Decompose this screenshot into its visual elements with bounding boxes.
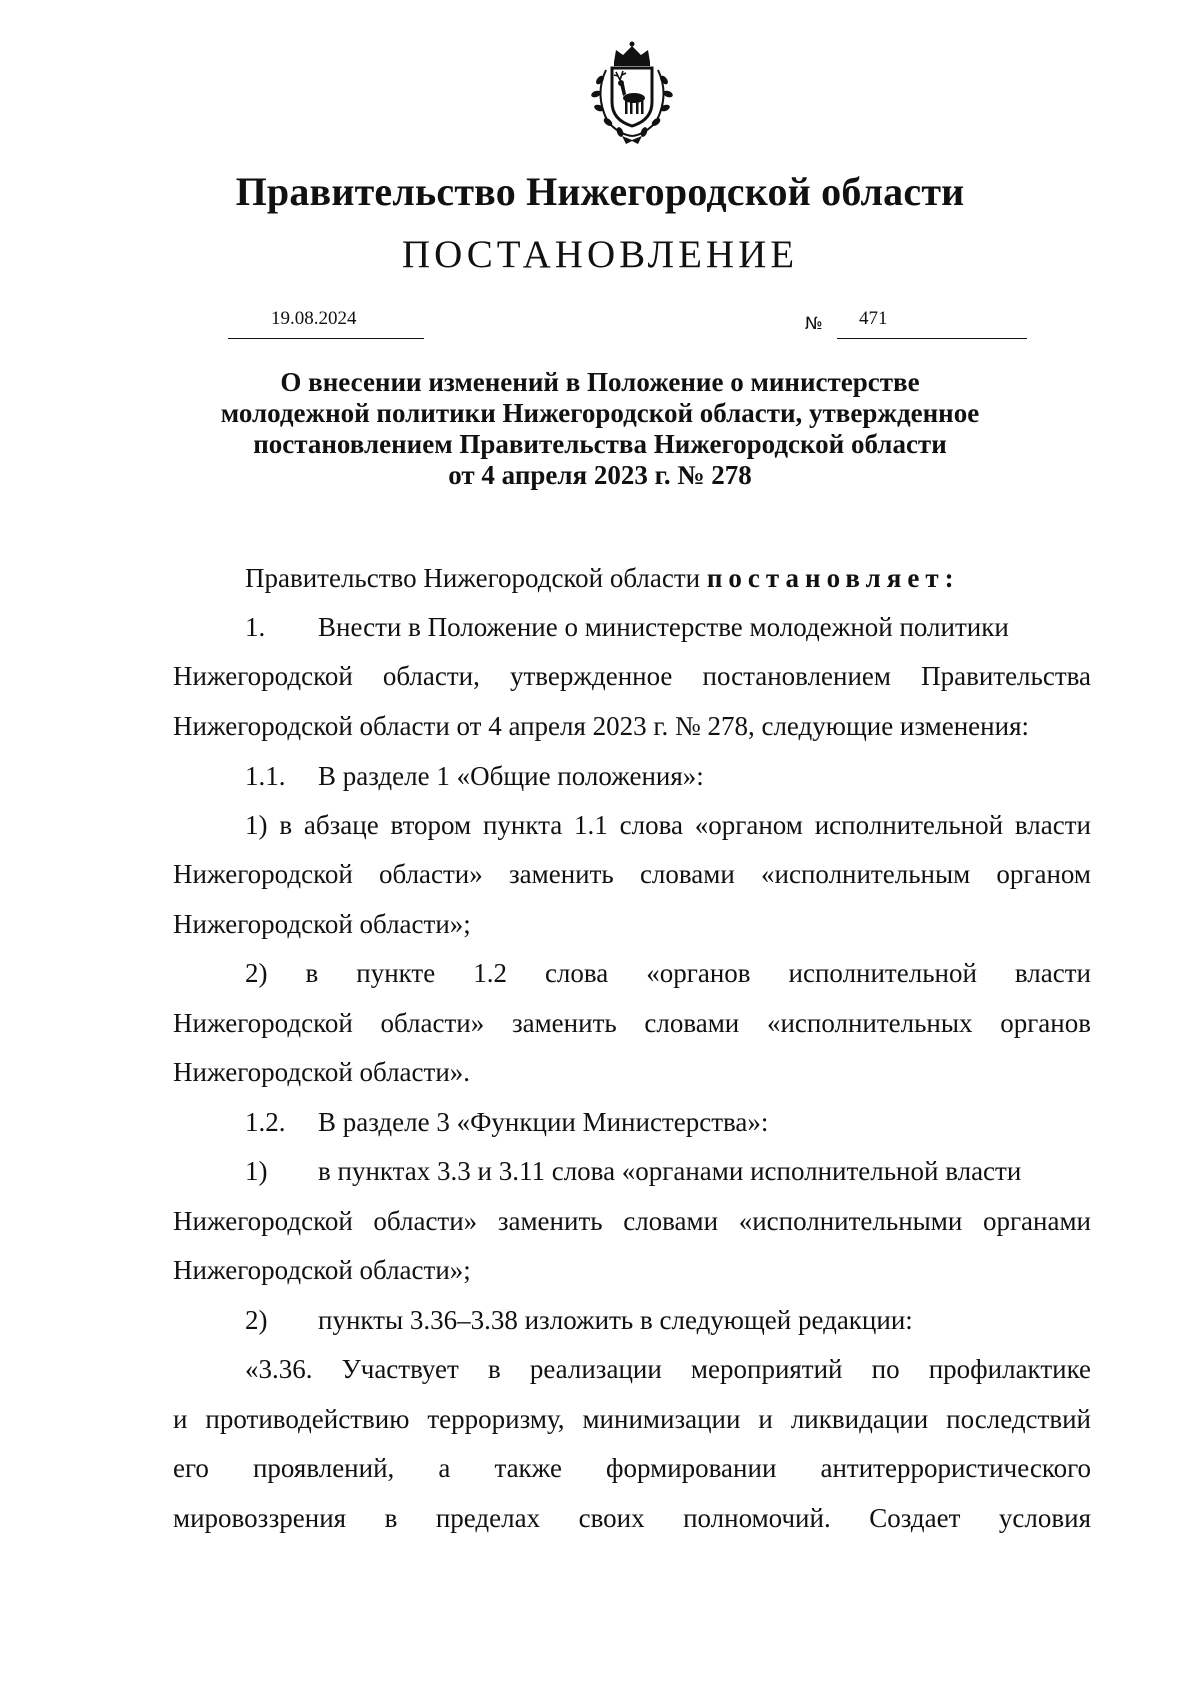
item-label: 2): [245, 1305, 268, 1335]
text-line: и противодействию терроризму, минимизации и ликвидации последствий: [173, 1404, 1091, 1434]
document-type: ПОСТАНОВЛЕНИЕ: [401, 233, 799, 276]
item-text: Внести в Положение о министерстве молодежной политики: [318, 612, 1009, 642]
subitem-2: [245, 1305, 1091, 1336]
preamble: [245, 563, 1091, 594]
item-label: 1): [245, 1156, 268, 1186]
coat-of-arms-emblem: [576, 40, 688, 145]
item-text: В разделе 3 «Функции Министерства»:: [318, 1107, 769, 1137]
text-line: его проявлений, а также формировании антитеррористического: [173, 1453, 1091, 1483]
text-line: «3.36. Участвует в реализации мероприятий по профилактике: [245, 1354, 1091, 1384]
item-label: 1.: [245, 612, 266, 642]
number-sign: №: [805, 314, 823, 334]
preamble-text: Правительство Нижегородской области: [245, 563, 707, 593]
number-field: [837, 308, 1027, 339]
text-line: мировоззрения в пределах своих полномочий. Создает условия: [173, 1503, 1091, 1533]
item-text: пункты 3.36–3.38 изложить в следующей редакции:: [318, 1305, 913, 1335]
item-1-1: [245, 761, 1091, 792]
subject-line: от 4 апреля 2023 г. № 278: [448, 460, 752, 490]
text-line: 1) в абзаце втором пункта 1.1 слова «органом исполнительной власти: [245, 810, 1091, 840]
text-line: Нижегородской области» заменить словами «исполнительным органом: [173, 859, 1091, 889]
government-title: Правительство Нижегородской области: [235, 169, 965, 214]
text-line: Нижегородской области» заменить словами «исполнительных органов: [173, 1008, 1091, 1038]
item-text: В разделе 1 «Общие положения»:: [318, 761, 704, 791]
subject-line: постановлением Правительства Нижегородской области: [253, 429, 947, 459]
date-field: [228, 308, 424, 339]
subject-line: молодежной политики Нижегородской области, утвержденное: [220, 398, 980, 428]
document-subject: [0, 367, 1200, 491]
preamble-verb: постановляет:: [706, 563, 960, 593]
item-label: 1.2.: [245, 1107, 286, 1137]
text-line: Нижегородской области от 4 апреля 2023 г. № 278, следующие изменения:: [173, 711, 1029, 741]
text-line: Нижегородской области»;: [173, 909, 471, 939]
document-date: 19.08.2024: [271, 308, 357, 329]
text-line: Нижегородской области» заменить словами «исполнительными органами: [173, 1206, 1091, 1236]
item-1: [245, 612, 1091, 643]
text-line: Нижегородской области»;: [173, 1255, 471, 1285]
text-line: Нижегородской области, утвержденное постановлением Правительства: [173, 661, 1091, 691]
subitem-1: [245, 1156, 1091, 1187]
item-text: в пунктах 3.3 и 3.11 слова «органами исполнительной власти: [318, 1156, 1022, 1186]
item-label: 1.1.: [245, 761, 286, 791]
item-1-2: [245, 1107, 1091, 1138]
text-line: 2) в пункте 1.2 слова «органов исполнительной власти: [245, 958, 1091, 988]
text-line: Нижегородской области».: [173, 1057, 471, 1087]
subject-line: О внесении изменений в Положение о министерстве: [280, 367, 920, 397]
document-number: 471: [859, 308, 888, 329]
